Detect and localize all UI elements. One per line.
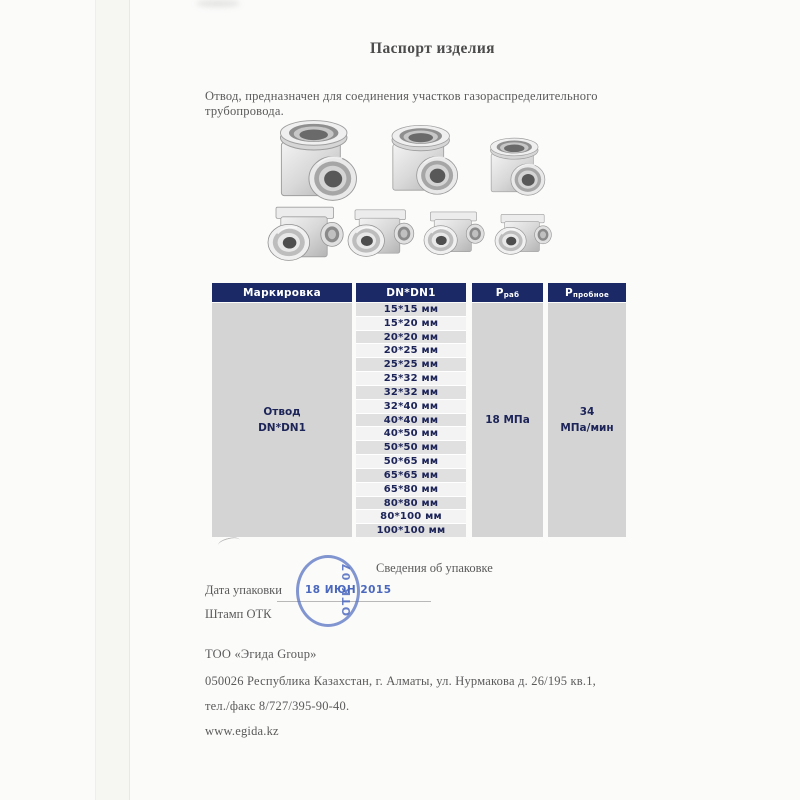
column-p-prob: [548, 283, 626, 537]
size-row: 32*40 мм: [356, 400, 466, 414]
p-prob-line1: 34: [579, 406, 595, 418]
marking-line2: DN*DN1: [258, 422, 306, 434]
size-row: 100*100 мм: [356, 524, 466, 537]
stamp-label: Штамп ОТК: [205, 607, 272, 621]
size-rows: [356, 303, 466, 537]
otk-stamp-code: ОТК 07: [340, 562, 353, 616]
company-name: ТОО «Эгида Group»: [205, 647, 317, 661]
size-row: 80*80 мм: [356, 497, 466, 511]
page-title: Паспорт изделия: [370, 40, 495, 57]
size-row: 50*65 мм: [356, 455, 466, 469]
packaging-date-label: Дата упаковки: [205, 583, 282, 597]
col-header-p-prob: [548, 283, 626, 302]
scan-smudge: [196, 0, 240, 7]
p-prob-line2: МПа/мин: [560, 422, 614, 434]
col-header-p-rab: [472, 283, 543, 302]
col-header-dn: DN*DN1: [356, 283, 466, 302]
size-row: 65*65 мм: [356, 469, 466, 483]
product-description: Отвод, предназначен для соединения участков газораспределительного трубопровода.: [205, 89, 598, 118]
p-rab-symbol: P: [495, 286, 504, 299]
size-row: 20*20 мм: [356, 331, 466, 345]
size-row: 25*32 мм: [356, 372, 466, 386]
size-row: 80*100 мм: [356, 510, 466, 524]
column-dn: [356, 283, 466, 537]
p-prob-cell: [548, 303, 626, 537]
size-row: 40*50 мм: [356, 427, 466, 441]
size-row: 32*32 мм: [356, 386, 466, 400]
otk-stamp-date: 18 ИЮН 2015: [305, 584, 392, 596]
company-phone: тел./факс 8/727/395-90-40.: [205, 699, 350, 713]
size-row: 25*25 мм: [356, 358, 466, 372]
packaging-section-title: Сведения об упаковке: [376, 561, 493, 575]
size-row: 15*15 мм: [356, 303, 466, 317]
p-rab-subscript: раб: [503, 291, 520, 299]
size-row: 50*50 мм: [356, 441, 466, 455]
spec-table: [212, 283, 626, 537]
marking-cell: [212, 303, 352, 537]
column-marking: [212, 283, 352, 537]
size-row: 40*40 мм: [356, 414, 466, 428]
page-fold-edge: [95, 0, 130, 800]
size-row: 15*20 мм: [356, 317, 466, 331]
size-row: 65*80 мм: [356, 483, 466, 497]
pen-mark: [217, 535, 241, 549]
column-p-rab: [472, 283, 543, 537]
company-address: 050026 Республика Казахстан, г. Алматы, ул. Нурмакова д. 26/195 кв.1,: [205, 674, 596, 688]
p-rab-cell: 18 МПа: [472, 303, 543, 537]
size-row: 20*25 мм: [356, 344, 466, 358]
marking-line1: Отвод: [263, 406, 301, 418]
product-photo-fittings: [260, 105, 580, 270]
p-prob-symbol: P: [564, 286, 573, 299]
company-website: www.egida.kz: [205, 724, 279, 738]
col-header-marking: Маркировка: [212, 283, 352, 302]
p-prob-subscript: пробное: [572, 291, 610, 299]
